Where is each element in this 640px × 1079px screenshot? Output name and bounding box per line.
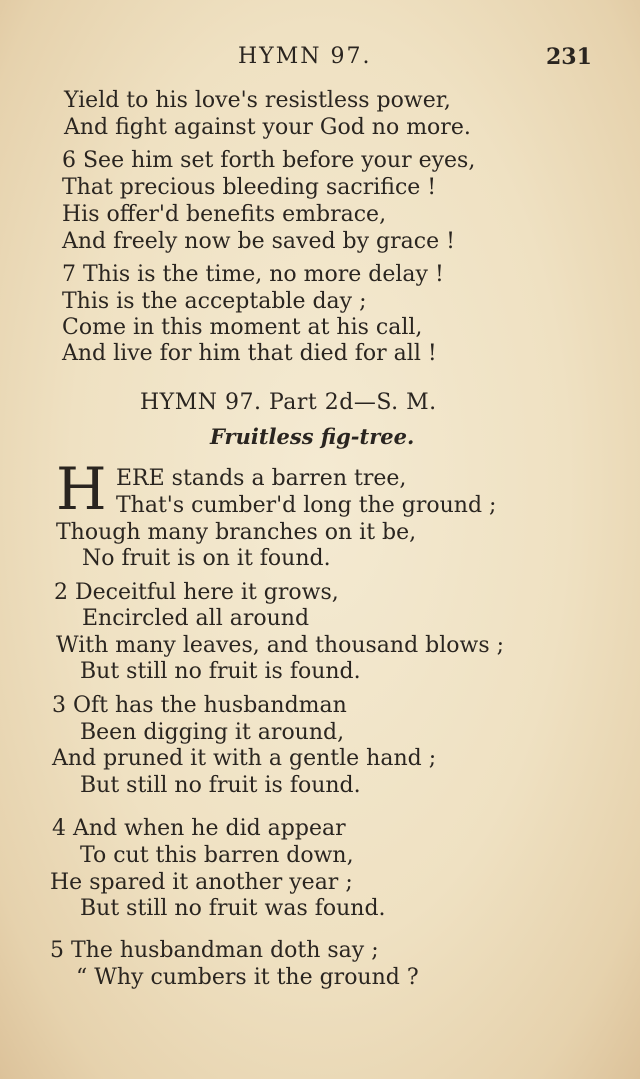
verse-line: But still no fruit is found.	[80, 659, 361, 684]
verse-line: And pruned it with a gentle hand ;	[52, 746, 437, 771]
page-number: 231	[546, 44, 592, 70]
verse-line: 5 The husbandman doth say ;	[50, 938, 379, 963]
hymn-heading: HYMN 97. Part 2d—S. M.	[140, 390, 437, 415]
drop-cap: H	[56, 455, 107, 523]
verse-line: And live for him that died for all !	[62, 341, 437, 366]
verse-line: 4 And when he did appear	[52, 816, 346, 841]
verse-line: That's cumber'd long the ground ;	[116, 493, 497, 518]
verse-line: But still no fruit is found.	[80, 773, 361, 798]
verse-line: With many leaves, and thousand blows ;	[56, 633, 505, 658]
verse-line: 7 This is the time, no more delay !	[62, 262, 444, 287]
verse-line: Come in this moment at his call,	[62, 315, 423, 340]
verse-line: He spared it another year ;	[50, 870, 353, 895]
verse-line: Though many branches on it be,	[56, 520, 417, 545]
verse-line: 6 See him set forth before your eyes,	[62, 148, 476, 173]
verse-line: 2 Deceitful here it grows,	[54, 580, 339, 605]
running-title: HYMN 97.	[238, 44, 372, 69]
verse-line: “ Why cumbers it the ground ?	[76, 965, 419, 990]
verse-line: His offer'd benefits embrace,	[62, 202, 387, 227]
verse-line: Been digging it around,	[80, 720, 345, 745]
verse-line: And fight against your God no more.	[64, 115, 471, 140]
verse-line: Encircled all around	[82, 606, 310, 631]
verse-line: To cut this barren down,	[80, 843, 354, 868]
running-head	[0, 44, 640, 78]
verse-line: But still no fruit was found.	[80, 896, 386, 921]
verse-line: This is the acceptable day ;	[62, 289, 367, 314]
verse-line: 3 Oft has the husbandman	[52, 693, 347, 718]
verse-line: ERE stands a barren tree,	[116, 466, 407, 491]
verse-line: No fruit is on it found.	[82, 546, 331, 571]
verse-line: Yield to his love's resistless power,	[64, 88, 451, 113]
hymn-subtitle: Fruitless fig-tree.	[210, 424, 415, 449]
verse-line: That precious bleeding sacrifice !	[62, 175, 437, 200]
verse-line: And freely now be saved by grace !	[62, 229, 455, 254]
